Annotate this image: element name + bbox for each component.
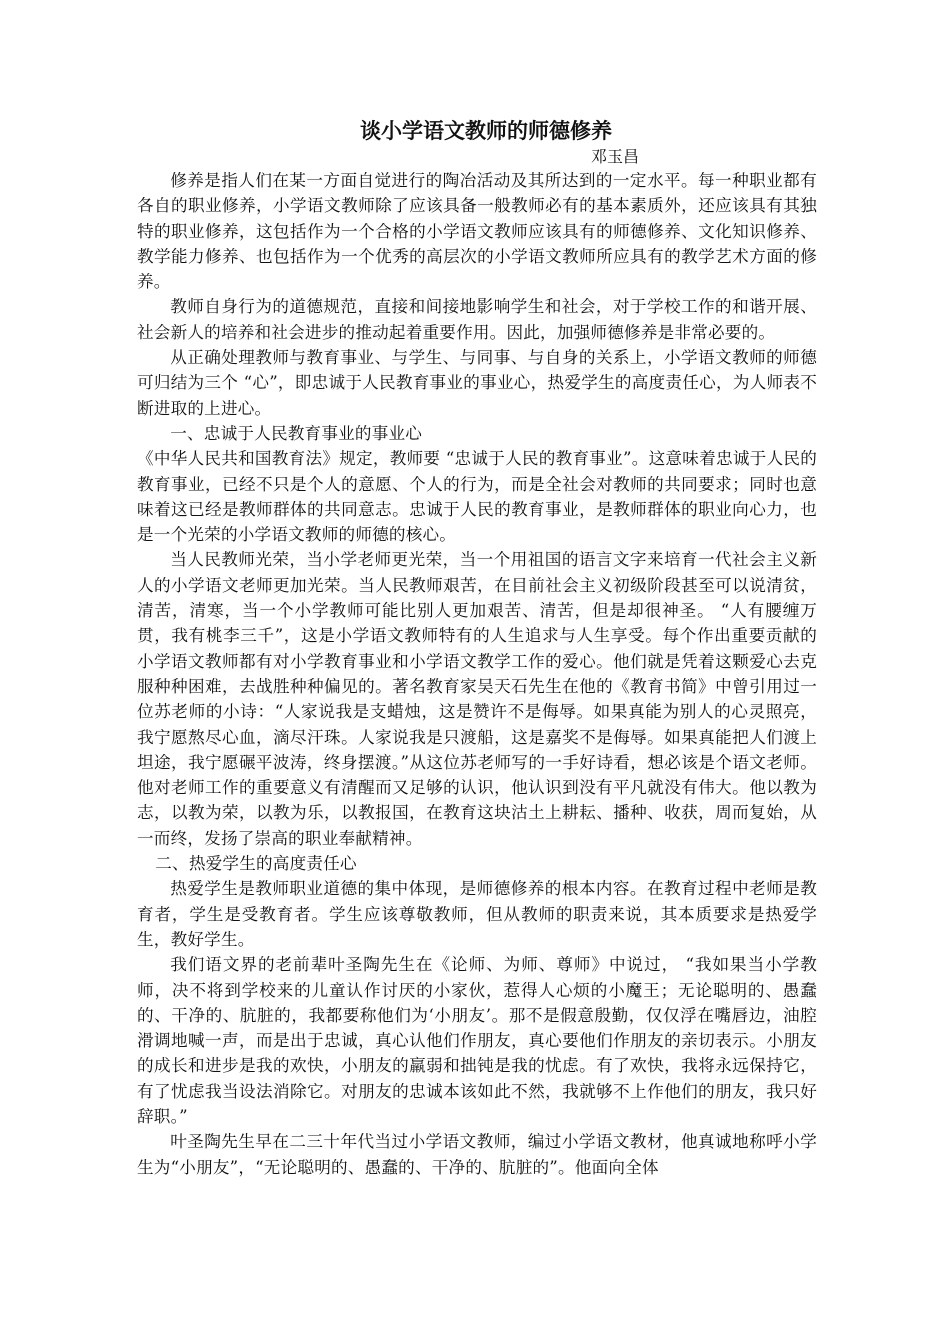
paragraph: 教师自身行为的道德规范，直接和间接地影响学生和社会，对于学校工作的和谐开展、社会新人的培养和社会进步的推动起着重要作用。因此，加强师德修养是非常必要的。 — [137, 297, 817, 342]
paragraph: 叶圣陶先生早在二三十年代当过小学语文教师，编过小学语文教材，他真诚地称呼小学生为“小朋友”，“无论聪明的、愚蠢的、干净的、肮脏的”。他面向全体 — [137, 1132, 817, 1177]
section-heading-1: 一、忠诚于人民教育事业的事业心 — [170, 423, 423, 443]
paragraph: 当人民教师光荣，当小学老师更光荣，当一个用祖国的语言文字来培育一代社会主义新人的小学语文老师更加光荣。当人民教师艰苦，在目前社会主义初级阶段甚至可以说清贫，清苦，清寒，当一个小学教师可能比别人更加艰苦、清苦，但是却很神圣。 “人有腰缠万贯，我有桃李三千”，这是小学语文教师特有的人生追求与人生享受。每个作出重要贡献的小学语文教师都有对小学教育事业和小学语文教学工作的爱心。他们就是凭着这颗爱心去克服种种困难，去战胜种种偏见的。著名教育家吴天石先生在他的《教育书简》中曾引用过一位苏老师的小诗：“人家说我是支蜡烛，这是赞许不是侮辱。如果真能为别人的心灵照亮，我宁愿熬尽心血，滴尽汗珠。人家说我是只渡船，这是嘉奖不是侮辱。如果真能把人们渡上坦途，我宁愿碾平波涛，终身摆渡。”从这位苏老师写的一手好诗看，想必该是个语文老师。他对老师工作的重要意义有清醒而又足够的认识，他认识到没有平凡就没有伟大。他以教为志，以教为荣，以教为乐，以教报国，在教育这块沽土上耕耘、播种、收获，周而复始，从一而终，发扬了崇高的职业奉献精神。 — [137, 550, 817, 848]
document-title: 谈小学语文教师的师德修养 — [360, 119, 612, 143]
document-page — [137, 116, 817, 1180]
section-heading-2: 二、热爱学生的高度责任心 — [155, 854, 357, 874]
paragraph: 我们语文界的老前辈叶圣陶先生在《论师、为师、尊师》中说过， “我如果当小学教师，决不将到学校来的儿童认作讨厌的小家伙，惹得人心烦的小魔王；无论聪明的、愚蠢的、干净的、肮脏的，我都要称他们为‘小朋友’。那不是假意殷勤，仅仅浮在嘴唇边，油腔滑调地喊一声，而是出于忠诚，真心认他们作朋友，真心要他们作朋友的亲切表示。小朋友的成长和进步是我的欢快，小朋友的羸弱和拙钝是我的忧虑。有了欢快，我将永远保持它，有了忧虑我当设法消除它。对朋友的忠诚本该如此不然，我就够不上作他们的朋友，我只好辞职。” — [137, 955, 817, 1126]
paragraph: 热爱学生是教师职业道德的集中体现，是师德修养的根本内容。在教育过程中老师是教育者，学生是受教育者。学生应该尊敬教师，但从教师的职责来说，其本质要求是热爱学生，教好学生。 — [137, 879, 817, 949]
paragraph: 从正确处理教师与教育事业、与学生、与同事、与自身的关系上，小学语文教师的师德可归结为三个 “心”，即忠诚于人民教育事业的事业心，热爱学生的高度责任心，为人师表不断进取的上进心。 — [137, 348, 817, 418]
document-author: 邓玉昌 — [590, 147, 639, 166]
paragraph: 《中华人民共和国教育法》规定，教师要 “忠诚于人民的教育事业”。这意味着忠诚于人民的教育事业，已经不只是个人的意愿、个人的行为，而是全社会对教师的共同要求；同时也意味着这已经是教师群体的共同意志。忠诚于人民的教育事业，是教师群体的职业向心力，也是一个光荣的小学语文教师的师德的核心。 — [137, 449, 817, 545]
paragraph: 修养是指人们在某一方面自觉进行的陶冶活动及其所达到的一定水平。每一种职业都有各自的职业修养，小学语文教师除了应该具备一般教师必有的基本素质外，还应该具有其独特的职业修养，这包括作为一个合格的小学语文教师应该具有的师德修养、文化知识修养、教学能力修养、也包括作为一个优秀的高层次的小学语文教师所应具有的教学艺术方面的修养。 — [137, 171, 817, 292]
